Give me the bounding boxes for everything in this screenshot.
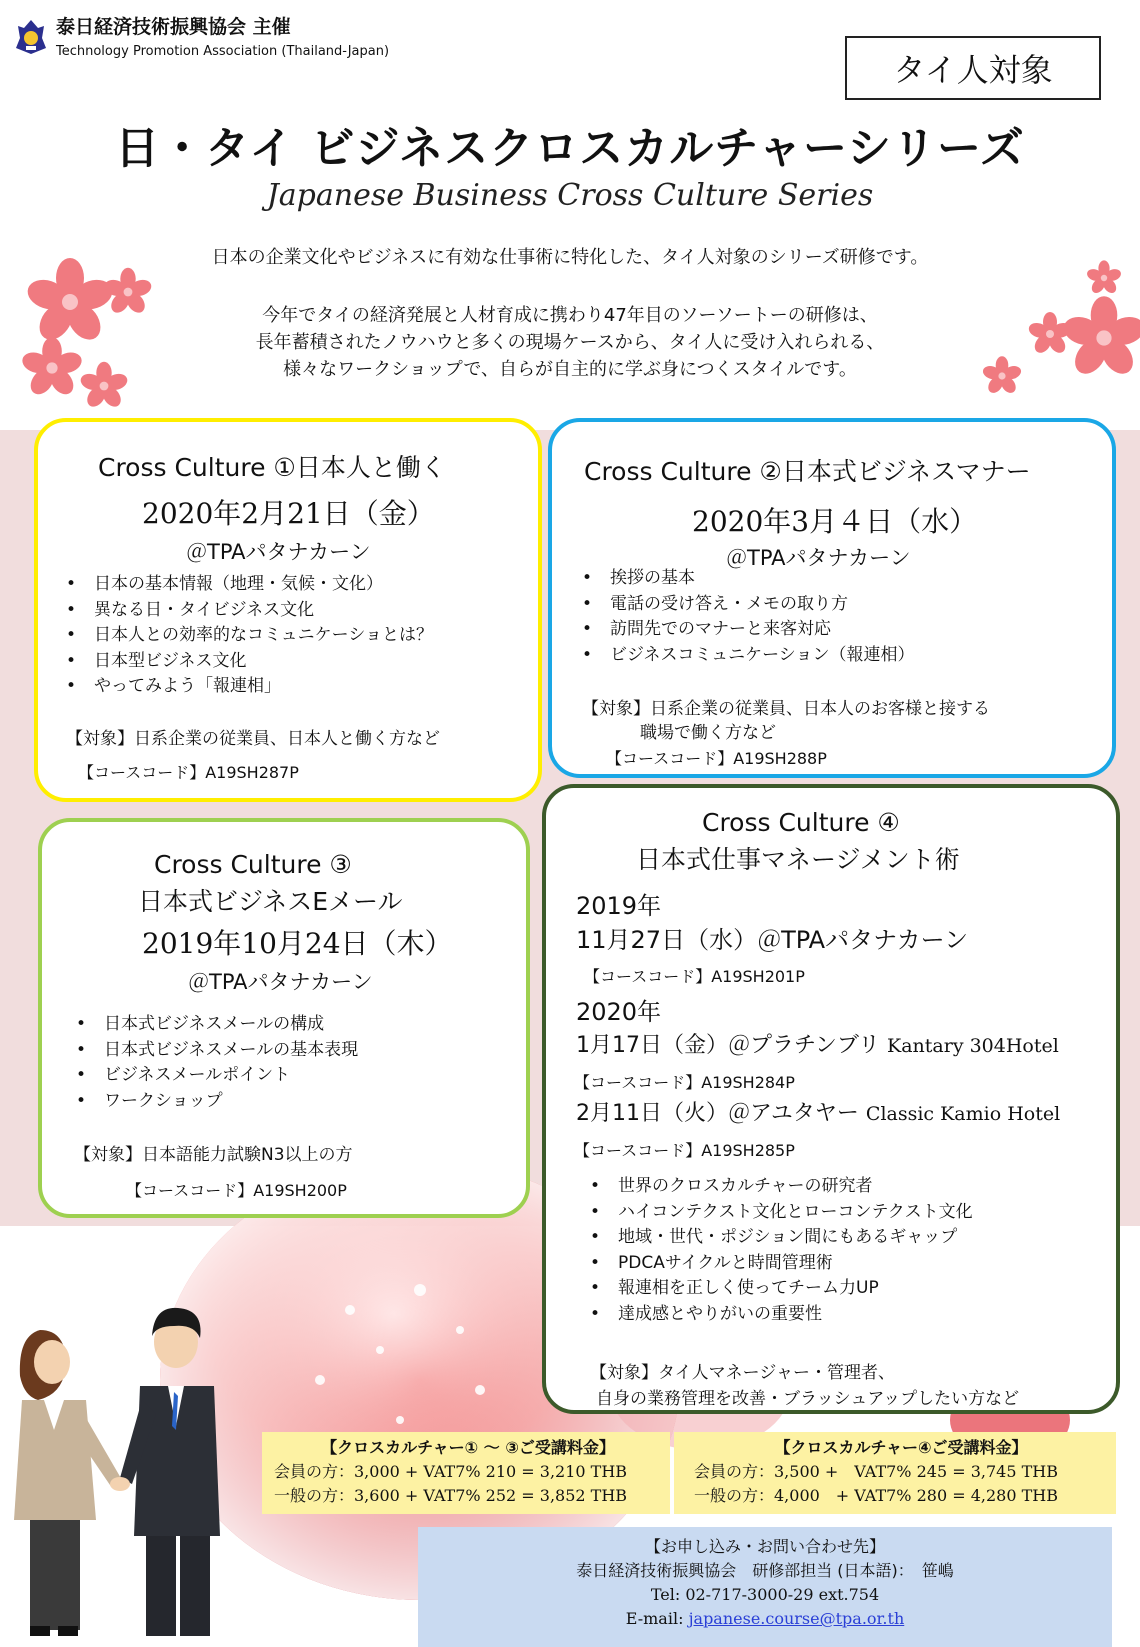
- course-target: 【対象】日本語能力試験N3以上の方: [74, 1145, 353, 1165]
- session-2-code: 【コースコード】A19SH284P: [574, 1073, 795, 1092]
- list-item: • 訪問先でのマナーと来客対応: [582, 617, 914, 643]
- list-item: • 達成感とやりがいの重要性: [590, 1302, 973, 1328]
- list-item: • ビジネスコミュニケーション（報連相）: [582, 643, 914, 669]
- session-3: [576, 1096, 1060, 1127]
- email-label: E-mail:: [625, 1609, 689, 1628]
- session-year-2019: 2019年: [576, 892, 662, 920]
- course-target-cont: 自身の業務管理を改善・ブラッシュアップしたい方など: [596, 1389, 1020, 1409]
- list-item: • ワークショップ: [76, 1089, 358, 1115]
- course-venue: ＠TPAパタナカーン: [188, 970, 373, 994]
- fee-general: 一般の方：3,600 + VAT7% 252 = 3,852 THB: [274, 1486, 628, 1505]
- course-topics-list: [76, 1012, 358, 1114]
- session-2-hotel: Kantary 304Hotel: [887, 1035, 1059, 1057]
- audience-badge: タイ人対象: [845, 36, 1101, 100]
- list-item: • 挨拶の基本: [582, 566, 914, 592]
- list-item: • 日本式ビジネスメールの基本表現: [76, 1038, 358, 1064]
- intro-text-3: 長年蓄積されたノウハウと多くの現場ケースから、タイ人に受け入れられる、: [255, 332, 885, 353]
- list-item: • やってみよう「報連相」: [66, 674, 433, 700]
- intro-text-2: 今年でタイの経済発展と人材育成に携わり47年目のソーソートーの研修は、: [262, 305, 878, 326]
- course-date: 2019年10月24日（木）: [142, 927, 453, 960]
- session-2-date: 1月17日（金）＠プラチンブリ: [576, 1033, 881, 1058]
- page-subtitle: Japanese Business Cross Culture Series: [266, 178, 874, 213]
- course-venue: ＠TPAパタナカーン: [186, 540, 371, 564]
- list-item: • ハイコンテクスト文化とローコンテクスト文化: [590, 1200, 973, 1226]
- session-3-hotel: Classic Kamio Hotel: [865, 1103, 1061, 1125]
- page-title: 日・タイ ビジネスクロスカルチャーシリーズ: [115, 123, 1025, 174]
- fee-general: 一般の方：4,000 + VAT7% 280 = 4,280 THB: [694, 1486, 1058, 1505]
- session-2: [576, 1028, 1059, 1059]
- list-item: • 異なる日・タイビジネス文化: [66, 598, 433, 624]
- course-subtitle: 日本式ビジネスEメール: [138, 887, 403, 916]
- course-title: Cross Culture ③: [154, 850, 352, 879]
- handshake-illustration: [0, 1300, 240, 1647]
- list-item: • 日本型ビジネス文化: [66, 649, 433, 675]
- course-title: Cross Culture ①日本人と働く: [98, 453, 446, 482]
- course-target: 【対象】タイ人マネージャー・管理者、: [590, 1363, 895, 1383]
- fee-member: 会員の方：3,500 + VAT7% 245 = 3,745 THB: [694, 1462, 1058, 1481]
- list-item: • 日本の基本情報（地理・気候・文化）: [66, 572, 433, 598]
- organizer-name-en: Technology Promotion Association (Thailand-Japan): [56, 44, 390, 59]
- course-title: Cross Culture ②日本式ビジネスマナー: [584, 457, 1031, 486]
- list-item: • 電話の受け答え・メモの取り方: [582, 592, 914, 618]
- session-year-2020: 2020年: [576, 998, 662, 1026]
- contact-title: 【お申し込み・お問い合わせ先】: [644, 1537, 885, 1556]
- contact-box: [418, 1527, 1112, 1647]
- list-item: • 世界のクロスカルチャーの研究者: [590, 1174, 973, 1200]
- course-topics-list: [590, 1174, 973, 1327]
- list-item: • 日本式ビジネスメールの構成: [76, 1012, 358, 1038]
- fee-box-course-4: [674, 1432, 1116, 1514]
- list-item: • ビジネスメールポイント: [76, 1063, 358, 1089]
- course-date: 2020年3月４日（水）: [692, 505, 978, 538]
- fee-title: 【クロスカルチャー④ご受講料金】: [774, 1438, 1028, 1457]
- fee-title: 【クロスカルチャー① ～ ③ご受講料金】: [321, 1438, 615, 1457]
- course-topics-list: [66, 572, 433, 700]
- organizer-name-jp: 泰日経済技術振興協会 主催: [56, 16, 291, 38]
- contact-tel: Tel: 02-717-3000-29 ext.754: [650, 1585, 880, 1604]
- list-item: • 日本人との効率的なコミュニケーショとは？: [66, 623, 433, 649]
- session-3-code: 【コースコード】A19SH285P: [574, 1141, 795, 1160]
- course-target-cont: 職場で働く方など: [640, 723, 776, 743]
- course-target: 【対象】日系企業の従業員、日本人のお客様と接する: [582, 699, 990, 719]
- course-topics-list: [582, 566, 914, 668]
- session-3-date: 2月11日（火）＠アユタヤー: [576, 1101, 859, 1126]
- email-link[interactable]: japanese.course@tpa.or.th: [688, 1609, 905, 1628]
- list-item: • 地域・世代・ポジション間にもあるギャップ: [590, 1225, 973, 1251]
- course-card-4: [542, 784, 1120, 1414]
- course-target: 【対象】日系企業の従業員、日本人と働く方など: [66, 729, 440, 749]
- intro-text-4: 様々なワークショップで、自らが自主的に学ぶ身につくスタイルです。: [283, 359, 857, 380]
- course-code: 【コースコード】A19SH288P: [606, 749, 827, 768]
- session-1-code: 【コースコード】A19SH201P: [584, 967, 805, 986]
- course-card-2: [548, 418, 1116, 778]
- fee-member: 会員の方：3,000 + VAT7% 210 = 3,210 THB: [274, 1462, 628, 1481]
- course-date: 2020年2月21日（金）: [142, 497, 435, 530]
- session-1: 11月27日（水）＠TPAパタナカーン: [576, 926, 969, 954]
- course-title: Cross Culture ④: [702, 808, 900, 837]
- course-code: 【コースコード】A19SH287P: [78, 763, 299, 782]
- course-subtitle: 日本式仕事マネージメント術: [636, 845, 960, 874]
- list-item: • PDCAサイクルと時間管理術: [590, 1251, 973, 1277]
- contact-organization: 泰日経済技術振興協会 研修部担当 (日本語)： 笹嶋: [576, 1561, 954, 1580]
- course-venue: ＠TPAパタナカーン: [726, 546, 911, 570]
- course-card-1: [34, 418, 542, 802]
- fee-box-courses-1-3: [262, 1432, 670, 1514]
- course-code: 【コースコード】A19SH200P: [126, 1181, 347, 1200]
- list-item: • 報連相を正しく使ってチーム力UP: [590, 1276, 973, 1302]
- tpa-logo-icon: [14, 18, 48, 56]
- course-card-3: [38, 818, 530, 1218]
- contact-email-row: [418, 1607, 1112, 1631]
- intro-text-1: 日本の企業文化やビジネスに有効な仕事術に特化した、タイ人対象のシリーズ研修です。: [211, 247, 929, 268]
